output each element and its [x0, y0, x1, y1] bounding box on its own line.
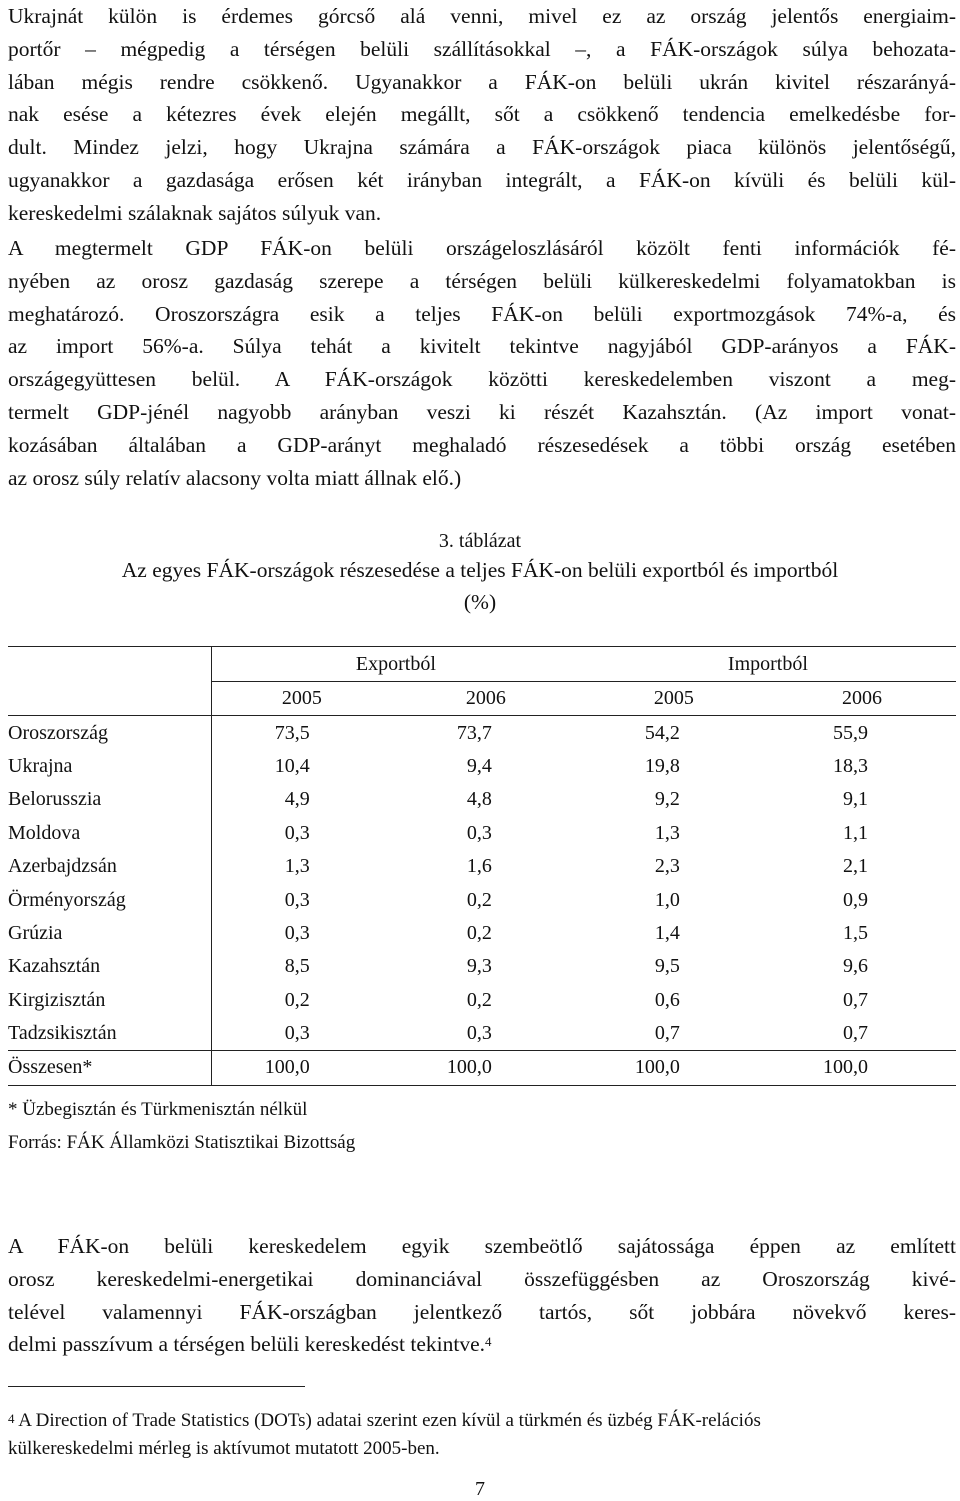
value-cell: 9,6 — [843, 955, 868, 978]
value-cell: 0,2 — [466, 921, 492, 944]
text-line: Ukrajnát külön is érdemes górcső alá venni, mivel ez az ország jelentős energiaim- — [8, 4, 956, 28]
text-line: A FÁK-on belüli kereskedelem egyik szembeötlő sajátossága éppen az említett — [8, 1234, 956, 1258]
table-row — [8, 716, 956, 750]
country-cell: Moldova — [8, 817, 212, 850]
footnote-ref[interactable]: 4 — [485, 1334, 492, 1350]
text-line: orosz kereskedelmi-energetikai dominanciával összefüggésben az Oroszország kivé- — [8, 1266, 956, 1291]
value-cell: 0,7 — [654, 1022, 680, 1045]
value-cell: 0,2 — [466, 988, 492, 1011]
text-line: A megtermelt GDP FÁK-on belüli országeloszlásáról közölt fenti információk fé- — [8, 236, 956, 260]
value-cell: 100,0 — [768, 1051, 956, 1085]
value-cell: 1,6 — [466, 855, 492, 878]
page-number: 7 — [475, 1478, 485, 1500]
table-row — [8, 850, 956, 883]
year-header: 2006 — [768, 682, 956, 716]
table-footnote: * Üzbegisztán és Türkmenisztán nélkül — [8, 1099, 308, 1120]
country-cell: Kirgizisztán — [8, 984, 212, 1017]
country-cell: Tadzsikisztán — [8, 1017, 212, 1051]
value-cell: 8,5 — [284, 955, 310, 978]
value-cell: 2,3 — [654, 855, 680, 878]
value-cell: 0,2 — [284, 988, 310, 1011]
value-cell: 73,7 — [456, 721, 492, 744]
paragraph-trade-deficit — [8, 1230, 956, 1361]
value-cell: 1,3 — [284, 855, 310, 878]
value-cell: 9,1 — [843, 788, 868, 811]
footnote-4-text: A Direction of Trade Statistics (DOTs) adatai szerint ezen kívül a türkmén és üzbég FÁK-relációs — [14, 1410, 761, 1431]
value-cell: 100,0 — [392, 1051, 580, 1085]
year-header: 2005 — [580, 682, 768, 716]
paragraph-russia-gdp — [8, 232, 956, 494]
share-table — [8, 646, 956, 1086]
table-row — [8, 750, 956, 783]
table-row — [8, 917, 956, 950]
text-line: ugyanakkor a gazdasága erősen két irányban integrált, a FÁK-on kívüli és belüli kül- — [8, 167, 956, 192]
value-cell: 1,5 — [843, 921, 868, 944]
value-cell: 19,8 — [644, 754, 680, 777]
text-line: delmi passzívum a térségen belüli kereskedést tekintve.$^4$ — [8, 1332, 492, 1357]
country-cell: Oroszország — [8, 716, 212, 750]
text-line: telével valamennyi FÁK-országban jelentkező tartós, sőt jobbára növekvő keres- — [8, 1299, 956, 1324]
group-header-export: Exportból — [212, 647, 580, 682]
country-cell: Örményország — [8, 883, 212, 916]
value-cell: 1,1 — [843, 821, 868, 844]
table-total-row — [8, 1051, 956, 1085]
value-cell: 18,3 — [833, 754, 868, 777]
value-cell: 9,3 — [466, 955, 492, 978]
table-row — [8, 1017, 956, 1051]
table-year-header-row — [8, 682, 956, 716]
text-line: termelt GDP-jénél nagyobb arányban veszi ki részét Kazahsztán. (Az import vonat- — [8, 399, 956, 424]
value-cell: 1,3 — [654, 821, 680, 844]
table-title: Az egyes FÁK-országok részesedése a teljes FÁK-on belüli exportból és importból — [121, 558, 839, 582]
value-cell: 0,6 — [654, 988, 680, 1011]
country-cell: Grúzia — [8, 917, 212, 950]
value-cell: 0,3 — [466, 1022, 492, 1045]
value-cell: 2,1 — [843, 855, 868, 878]
value-cell: 0,3 — [284, 888, 310, 911]
value-cell: 0,3 — [284, 921, 310, 944]
group-header-import: Importból — [580, 647, 956, 682]
value-cell: 54,2 — [644, 721, 680, 744]
table-corner-cell — [8, 647, 212, 682]
footnote-divider — [8, 1386, 305, 1387]
year-header: 2005 — [212, 682, 392, 716]
value-cell: 100,0 — [212, 1051, 392, 1085]
value-cell: 4,8 — [466, 788, 492, 811]
value-cell: 9,4 — [466, 754, 492, 777]
value-cell: 73,5 — [274, 721, 310, 744]
value-cell: 1,4 — [654, 921, 680, 944]
year-header: 2006 — [392, 682, 580, 716]
footnote-4-line-2: külkereskedelmi mérleg is aktívumot mutatott 2005-ben. — [8, 1438, 440, 1459]
value-cell: 0,9 — [843, 888, 868, 911]
value-cell: 9,2 — [654, 788, 680, 811]
text-line: nak esése a kétezres évek elején megállt, sőt a csökkenő tendencia emelkedésbe for- — [8, 102, 956, 127]
footnote-4-line-1 — [8, 1407, 956, 1435]
value-cell: 1,0 — [654, 888, 680, 911]
country-cell: Összesen* — [8, 1051, 212, 1085]
text-line: kozásában általában a GDP-arányt meghaladó részesedések a többi ország esetében — [8, 432, 956, 457]
value-cell: 9,5 — [654, 955, 680, 978]
text-line: portőr – mégpedig a térségen belüli szállításokkal –, a FÁK-országok súlya behozata- — [8, 36, 956, 61]
table-row — [8, 950, 956, 983]
table-source: Forrás: FÁK Államközi Statisztikai Bizottság — [8, 1132, 356, 1153]
table-row — [8, 783, 956, 816]
value-cell: 0,7 — [843, 988, 868, 1011]
value-cell: 0,3 — [284, 821, 310, 844]
value-cell: 10,4 — [274, 754, 310, 777]
footnote-4 — [8, 1407, 956, 1463]
country-cell: Belorusszia — [8, 783, 212, 816]
value-cell: 4,9 — [284, 788, 310, 811]
text-line: az import 56%-a. Súlya tehát a kivitelt tekintve nagyjából GDP-arányos a FÁK- — [8, 334, 956, 359]
value-cell: 55,9 — [833, 721, 868, 744]
country-cell: Azerbajdzsán — [8, 850, 212, 883]
table-group-header-row — [8, 647, 956, 682]
text-line: nyében az orosz gazdaság szerepe a térségen belüli külkereskedelmi folyamatokban is — [8, 268, 956, 293]
text-line: dult. Mindez jelzi, hogy Ukrajna számára a FÁK-országok piaca különös jelentőségű, — [8, 135, 956, 160]
value-cell: 0,3 — [284, 1022, 310, 1045]
value-cell: 0,2 — [466, 888, 492, 911]
table-corner-cell — [8, 682, 212, 716]
text-line: az orosz súly relatív alacsony volta miatt állnak elő.) — [8, 465, 462, 490]
text-line: lában mégis rendre csökkenő. Ugyanakkor a FÁK-on belüli ukrán kivitel részarányá- — [8, 69, 956, 94]
text-line: kereskedelmi szálaknak sajátos súlyuk van. — [8, 200, 382, 225]
table-unit: (%) — [463, 590, 497, 614]
country-cell: Kazahsztán — [8, 950, 212, 983]
country-cell: Ukrajna — [8, 750, 212, 783]
paragraph-ukraine — [8, 0, 956, 230]
value-cell: 0,7 — [843, 1022, 868, 1045]
footnote-4-marker: 4 — [8, 1411, 15, 1426]
table-row — [8, 883, 956, 916]
value-cell: 0,3 — [466, 821, 492, 844]
table-row — [8, 817, 956, 850]
table-number: 3. táblázat — [438, 530, 522, 552]
value-cell: 100,0 — [580, 1051, 768, 1085]
text-line: meghatározó. Oroszországra esik a teljes FÁK-on belüli exportmozgások 74%-a, és — [8, 301, 956, 326]
text-line: országegyüttesen belül. A FÁK-országok közötti kereskedelemben viszont a meg- — [8, 367, 956, 392]
table-row — [8, 984, 956, 1017]
